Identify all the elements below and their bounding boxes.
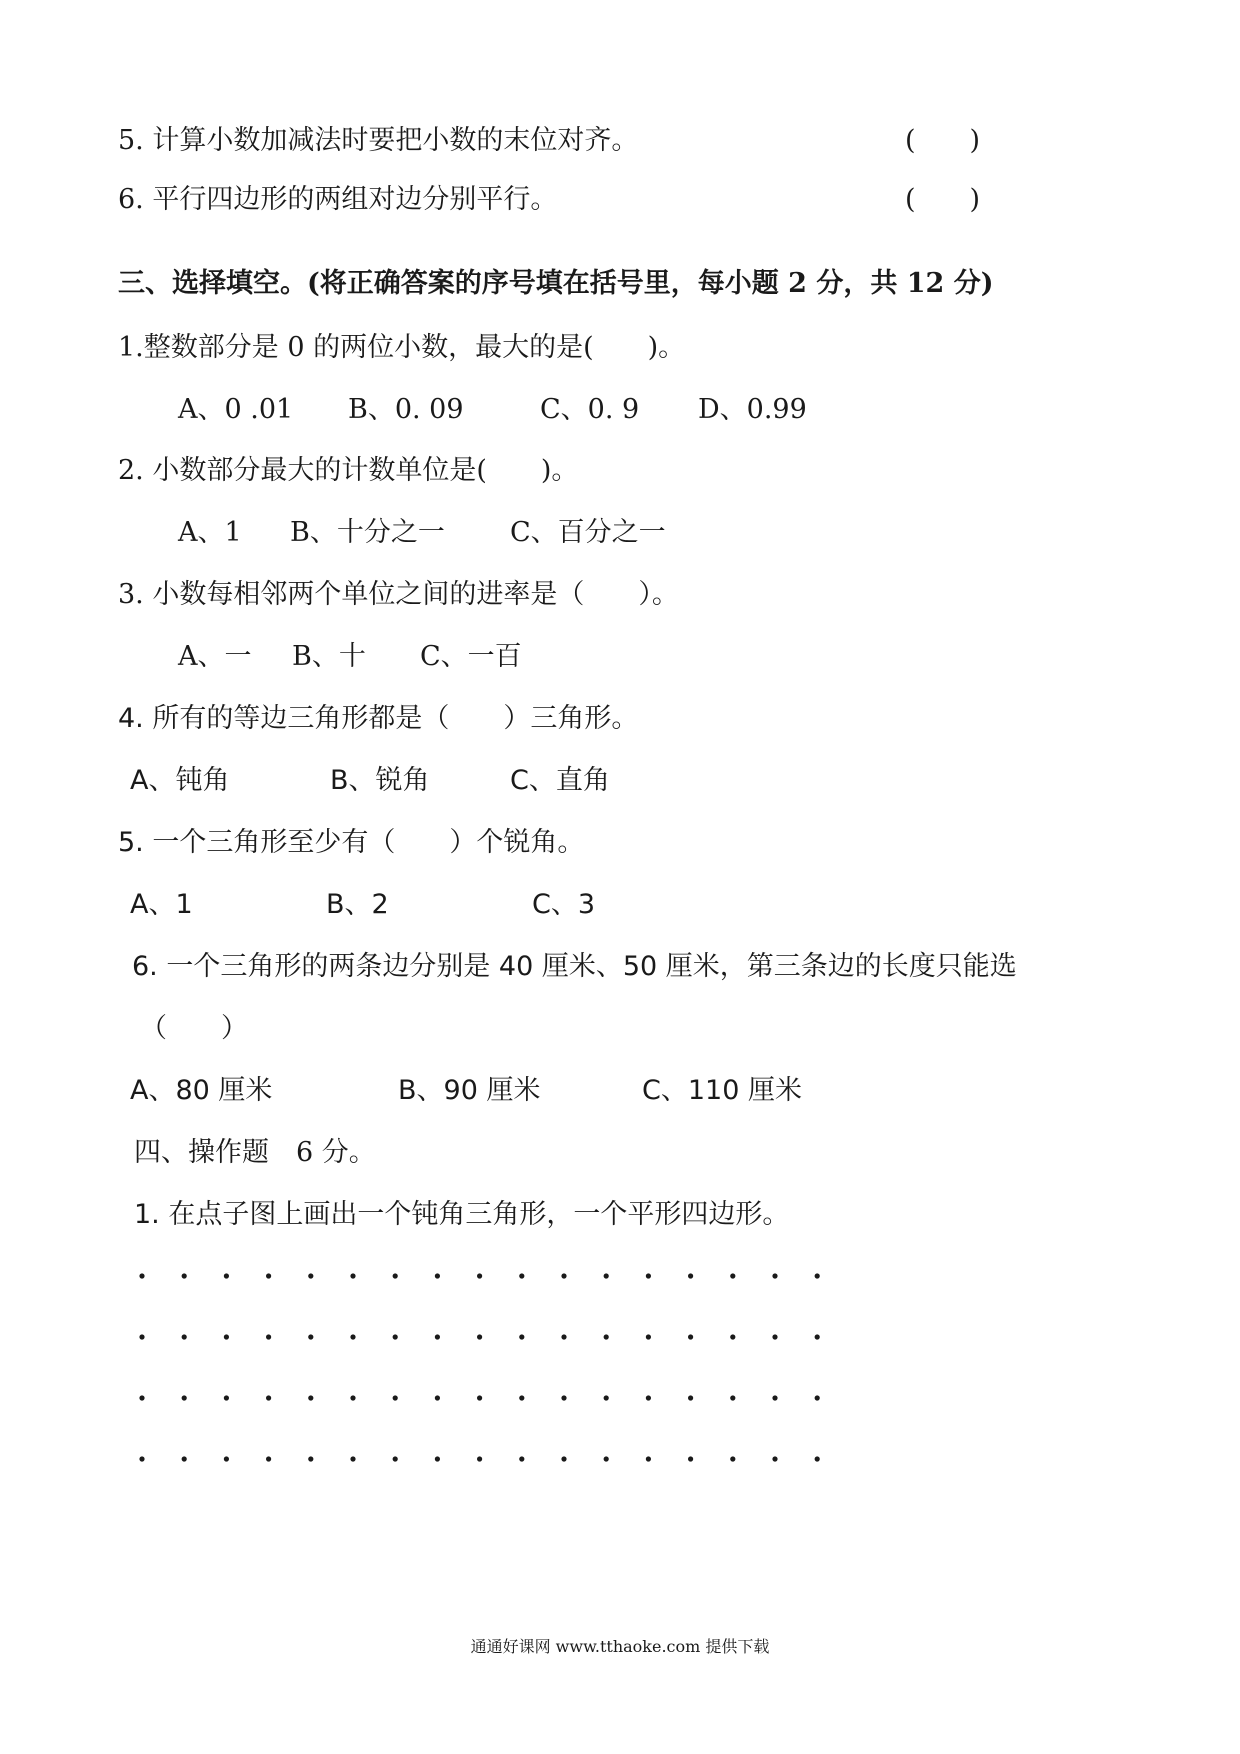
operation-question-1: 1. 在点子图上画出一个钝角三角形，一个平形四边形。 bbox=[134, 1199, 790, 1230]
grid-dot[interactable] bbox=[308, 1395, 313, 1400]
choice-question-3: 3. 小数每相邻两个单位之间的进率是（ ）。 bbox=[118, 579, 679, 610]
grid-dot[interactable] bbox=[815, 1456, 820, 1461]
grid-dot[interactable] bbox=[182, 1395, 187, 1400]
grid-dot[interactable] bbox=[393, 1395, 398, 1400]
grid-dot[interactable] bbox=[182, 1273, 187, 1278]
grid-dot[interactable] bbox=[477, 1456, 482, 1461]
grid-dot[interactable] bbox=[561, 1395, 566, 1400]
grid-dot[interactable] bbox=[772, 1273, 777, 1278]
grid-dot[interactable] bbox=[393, 1456, 398, 1461]
grid-dot[interactable] bbox=[730, 1456, 735, 1461]
grid-dot[interactable] bbox=[393, 1334, 398, 1339]
grid-dot[interactable] bbox=[646, 1456, 651, 1461]
grid-dot[interactable] bbox=[561, 1273, 566, 1278]
grid-dot[interactable] bbox=[182, 1456, 187, 1461]
grid-dot[interactable] bbox=[308, 1273, 313, 1278]
footer-source: 通通好课网 www.tthaoke.com 提供下载 bbox=[470, 1637, 770, 1656]
grid-dot[interactable] bbox=[730, 1273, 735, 1278]
answer-blank-q6[interactable]: （ ） bbox=[140, 1013, 248, 1044]
option-4b[interactable]: B、锐角 bbox=[330, 765, 430, 796]
option-3c[interactable]: C、一百 bbox=[420, 641, 522, 672]
grid-dot[interactable] bbox=[604, 1456, 609, 1461]
grid-dot[interactable] bbox=[772, 1395, 777, 1400]
grid-dot[interactable] bbox=[646, 1395, 651, 1400]
option-5c[interactable]: C、3 bbox=[532, 889, 596, 920]
grid-dot[interactable] bbox=[139, 1395, 144, 1400]
answer-blank-5[interactable]: ( ) bbox=[905, 125, 981, 156]
choice-question-2: 2. 小数部分最大的计数单位是( )。 bbox=[118, 455, 579, 486]
option-3b[interactable]: B、十 bbox=[292, 641, 366, 672]
grid-dot[interactable] bbox=[815, 1334, 820, 1339]
grid-dot[interactable] bbox=[139, 1456, 144, 1461]
answer-blank-6[interactable]: ( ) bbox=[905, 184, 981, 215]
grid-dot[interactable] bbox=[224, 1273, 229, 1278]
option-1c[interactable]: C、0. 9 bbox=[540, 394, 640, 425]
grid-dot[interactable] bbox=[815, 1395, 820, 1400]
grid-dot[interactable] bbox=[688, 1334, 693, 1339]
grid-dot[interactable] bbox=[266, 1334, 271, 1339]
grid-dot[interactable] bbox=[350, 1334, 355, 1339]
grid-dot[interactable] bbox=[435, 1334, 440, 1339]
option-1a[interactable]: A、0 .01 bbox=[178, 394, 294, 425]
choice-question-1: 1.整数部分是 0 的两位小数，最大的是( )。 bbox=[118, 332, 686, 363]
grid-dot[interactable] bbox=[224, 1334, 229, 1339]
grid-dot[interactable] bbox=[646, 1334, 651, 1339]
choice-question-4: 4. 所有的等边三角形都是（ ）三角形。 bbox=[118, 703, 639, 734]
option-2b[interactable]: B、十分之一 bbox=[290, 517, 445, 548]
grid-dot[interactable] bbox=[646, 1273, 651, 1278]
choice-question-6: 6. 一个三角形的两条边分别是 40 厘米、50 厘米，第三条边的长度只能选 bbox=[132, 951, 1017, 982]
grid-dot[interactable] bbox=[688, 1273, 693, 1278]
grid-dot[interactable] bbox=[519, 1456, 524, 1461]
grid-dot[interactable] bbox=[604, 1395, 609, 1400]
grid-dot[interactable] bbox=[730, 1334, 735, 1339]
option-2c[interactable]: C、百分之一 bbox=[510, 517, 666, 548]
grid-dot[interactable] bbox=[435, 1456, 440, 1461]
grid-dot[interactable] bbox=[350, 1456, 355, 1461]
grid-dot[interactable] bbox=[519, 1273, 524, 1278]
grid-dot[interactable] bbox=[477, 1334, 482, 1339]
judge-question-6: 6. 平行四边形的两组对边分别平行。 bbox=[118, 184, 558, 215]
section-4-heading: 四、操作题 6 分。 bbox=[134, 1137, 376, 1168]
grid-dot[interactable] bbox=[604, 1273, 609, 1278]
grid-dot[interactable] bbox=[772, 1334, 777, 1339]
option-5a[interactable]: A、1 bbox=[130, 889, 193, 920]
grid-dot[interactable] bbox=[435, 1273, 440, 1278]
option-3a[interactable]: A、一 bbox=[178, 641, 252, 672]
grid-dot[interactable] bbox=[604, 1334, 609, 1339]
option-6a[interactable]: A、80 厘米 bbox=[130, 1075, 273, 1106]
grid-dot[interactable] bbox=[519, 1334, 524, 1339]
choice-question-5: 5. 一个三角形至少有（ ）个锐角。 bbox=[118, 827, 585, 858]
grid-dot[interactable] bbox=[266, 1273, 271, 1278]
grid-dot[interactable] bbox=[815, 1273, 820, 1278]
grid-dot[interactable] bbox=[435, 1395, 440, 1400]
grid-dot[interactable] bbox=[561, 1334, 566, 1339]
grid-dot[interactable] bbox=[139, 1334, 144, 1339]
option-1b[interactable]: B、0. 09 bbox=[348, 394, 464, 425]
option-2a[interactable]: A、1 bbox=[178, 517, 242, 548]
grid-dot[interactable] bbox=[182, 1334, 187, 1339]
grid-dot[interactable] bbox=[266, 1395, 271, 1400]
grid-dot[interactable] bbox=[350, 1395, 355, 1400]
option-4a[interactable]: A、钝角 bbox=[130, 765, 230, 796]
grid-dot[interactable] bbox=[139, 1273, 144, 1278]
judge-question-5: 5. 计算小数加减法时要把小数的末位对齐。 bbox=[118, 125, 639, 156]
grid-dot[interactable] bbox=[477, 1273, 482, 1278]
option-6c[interactable]: C、110 厘米 bbox=[642, 1075, 802, 1106]
grid-dot[interactable] bbox=[688, 1395, 693, 1400]
option-5b[interactable]: B、2 bbox=[326, 889, 389, 920]
grid-dot[interactable] bbox=[224, 1456, 229, 1461]
option-6b[interactable]: B、90 厘米 bbox=[398, 1075, 541, 1106]
grid-dot[interactable] bbox=[688, 1456, 693, 1461]
grid-dot[interactable] bbox=[350, 1273, 355, 1278]
grid-dot[interactable] bbox=[730, 1395, 735, 1400]
grid-dot[interactable] bbox=[266, 1456, 271, 1461]
grid-dot[interactable] bbox=[308, 1334, 313, 1339]
grid-dot[interactable] bbox=[393, 1273, 398, 1278]
option-4c[interactable]: C、直角 bbox=[510, 765, 610, 796]
grid-dot[interactable] bbox=[477, 1395, 482, 1400]
grid-dot[interactable] bbox=[519, 1395, 524, 1400]
grid-dot[interactable] bbox=[308, 1456, 313, 1461]
option-1d[interactable]: D、0.99 bbox=[698, 394, 807, 425]
grid-dot[interactable] bbox=[772, 1456, 777, 1461]
grid-dot[interactable] bbox=[561, 1456, 566, 1461]
grid-dot[interactable] bbox=[224, 1395, 229, 1400]
section-3-heading: 三、选择填空。(将正确答案的序号填在括号里，每小题 2 分，共 12 分) bbox=[118, 268, 994, 299]
